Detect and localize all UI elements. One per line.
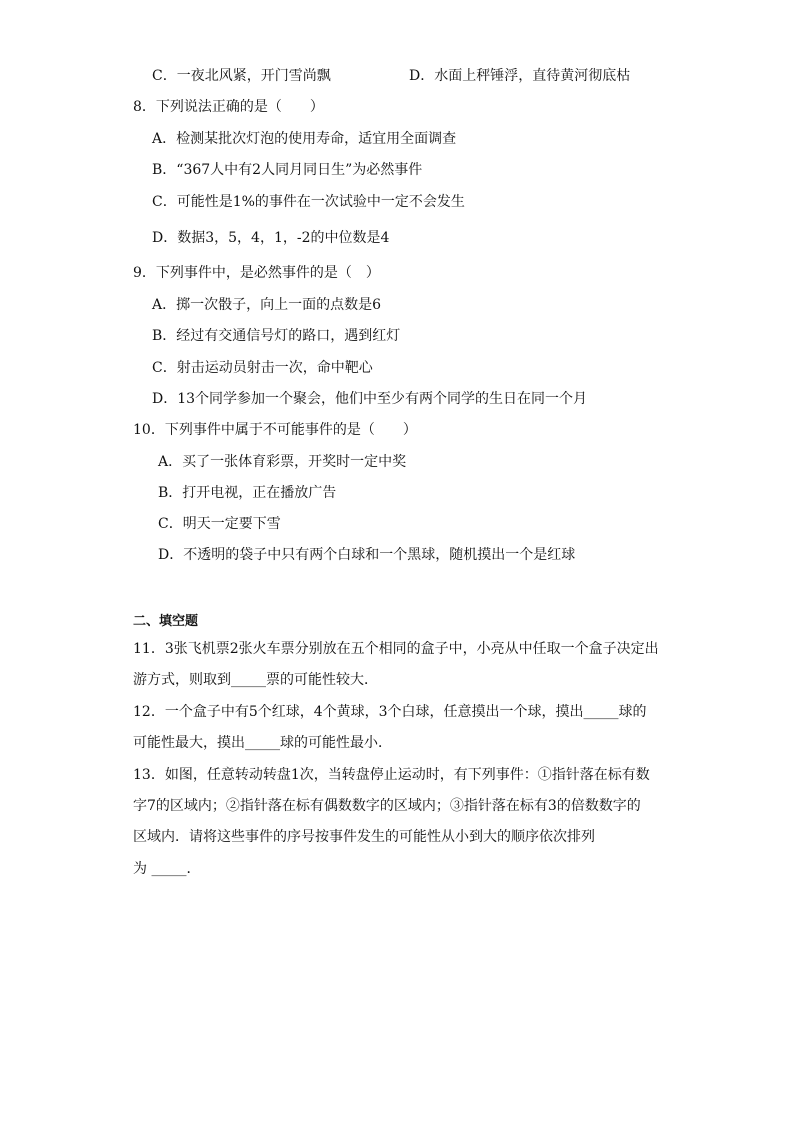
question-8-stem: 8．下列说法正确的是（ ） — [133, 99, 324, 115]
question-13-line-3: 区域内．请将这些事件的序号按事件发生的可能性从小到大的顺序依次排列 — [133, 829, 595, 845]
question-11-line-2: 游方式，则取到_____票的可能性较大． — [133, 672, 378, 688]
question-13-line-1: 13．如图，任意转动转盘1次，当转盘停止运动时，有下列事件：①指针落在标有数 — [133, 767, 650, 783]
question-9-option-b: B．经过有交通信号灯的路口，遇到红灯 — [152, 328, 401, 344]
question-8-option-a: A．检测某批次灯泡的使用寿命，适宜用全面调查 — [152, 131, 457, 147]
question-10-stem: 10．下列事件中属于不可能事件的是（ ） — [133, 422, 417, 438]
question-10-option-b: B．打开电视，正在播放广告 — [158, 485, 337, 501]
question-8-option-b: B．“367人中有2人同月同日生”为必然事件 — [152, 162, 423, 178]
option-d-prev: D．水面上秤锤浮，直待黄河彻底枯 — [409, 68, 631, 84]
question-10-option-a: A．买了一张体育彩票，开奖时一定中奖 — [158, 454, 407, 470]
question-10-option-c: C．明天一定要下雪 — [158, 516, 281, 532]
question-8-option-c: C．可能性是1%的事件在一次试验中一定不会发生 — [152, 194, 465, 210]
question-9-option-a: A．掷一次骰子，向上一面的点数是6 — [152, 297, 382, 313]
option-c-prev: C．一夜北风紧，开门雪尚飘 — [152, 68, 331, 84]
question-8-option-d: D．数据3，5，4，1，-2的中位数是4 — [152, 230, 390, 246]
question-12-line-1: 12．一个盒子中有5个红球，4个黄球，3个白球，任意摸出一个球，摸出_____球的 — [133, 704, 647, 720]
question-10-option-d: D．不透明的袋子中只有两个白球和一个黑球，随机摸出一个是红球 — [158, 547, 576, 563]
question-9-option-d: D．13个同学参加一个聚会，他们中至少有两个同学的生日在同一个月 — [152, 391, 588, 407]
section-title-fill-in: 二、填空题 — [133, 614, 199, 629]
question-11-line-1: 11．3张飞机票2张火车票分别放在五个相同的盒子中，小亮从中任取一个盒子决定出 — [133, 641, 659, 657]
question-13-line-4: 为 _____． — [133, 861, 201, 877]
question-9-stem: 9．下列事件中，是必然事件的是（ ） — [133, 265, 380, 281]
question-9-option-c: C．射击运动员射击一次，命中靶心 — [152, 360, 373, 376]
question-13-line-2: 字7的区域内；②指针落在标有偶数数字的区域内；③指针落在标有3的倍数数字的 — [133, 798, 641, 814]
question-12-line-2: 可能性最大，摸出_____球的可能性最小． — [133, 735, 392, 751]
